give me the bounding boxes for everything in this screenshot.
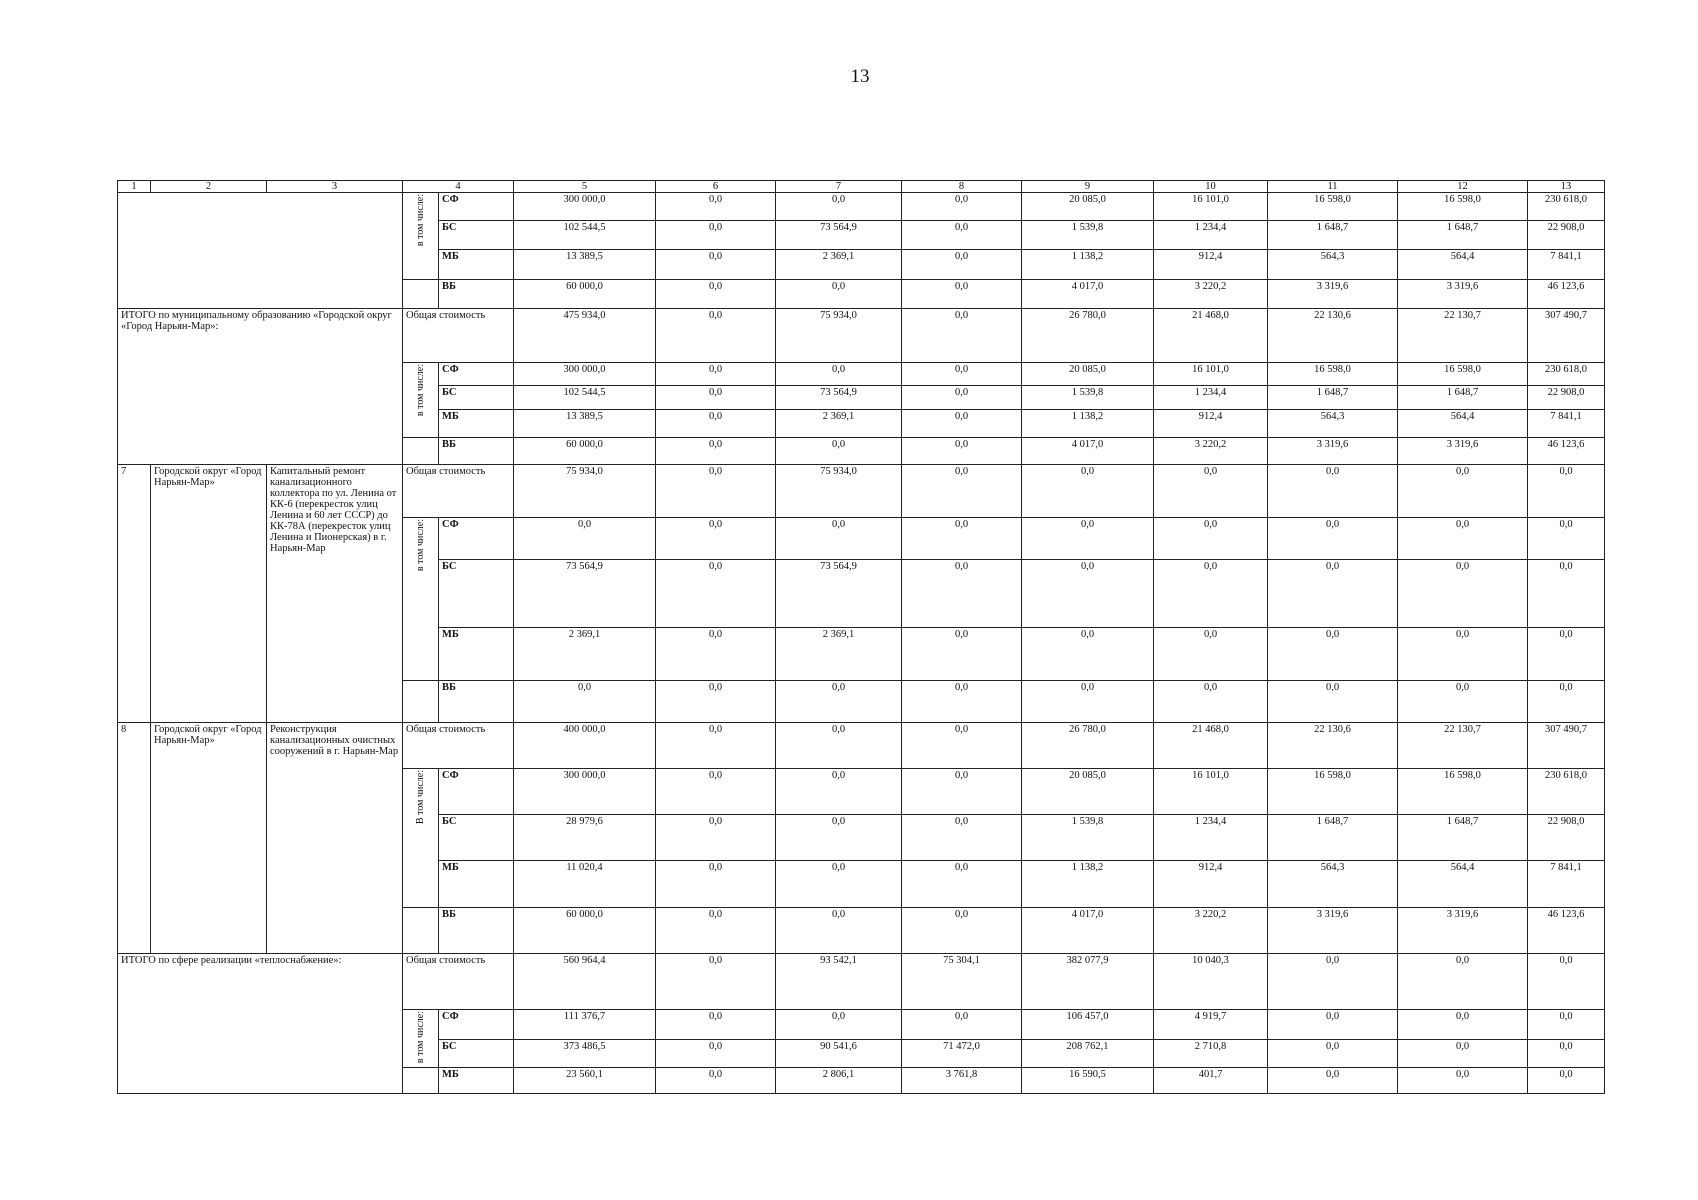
value-cell: 0,0 xyxy=(902,723,1022,769)
including-label: в том числе: xyxy=(415,519,426,572)
value-cell: 0,0 xyxy=(1154,560,1268,628)
value-cell: 13 389,5 xyxy=(514,250,656,280)
value-cell: 401,7 xyxy=(1154,1068,1268,1094)
funding-code: ВБ xyxy=(439,438,514,465)
value-cell: 16 598,0 xyxy=(1268,769,1398,815)
value-cell: 20 085,0 xyxy=(1022,363,1154,386)
value-cell: 373 486,5 xyxy=(514,1039,656,1068)
value-cell: 1 138,2 xyxy=(1022,861,1154,908)
value-cell: 13 389,5 xyxy=(514,410,656,438)
total-row xyxy=(118,309,1605,363)
empty-cell xyxy=(403,1068,439,1094)
empty-cell xyxy=(403,438,439,465)
value-cell: 0,0 xyxy=(1022,681,1154,723)
value-cell: 0,0 xyxy=(1154,465,1268,518)
value-cell: 0,0 xyxy=(656,954,776,1010)
value-cell: 564,3 xyxy=(1268,250,1398,280)
value-cell: 564,4 xyxy=(1398,410,1528,438)
including-label-cell xyxy=(403,193,439,280)
value-cell: 0,0 xyxy=(1022,628,1154,681)
value-cell: 0,0 xyxy=(902,438,1022,465)
value-cell: 71 472,0 xyxy=(902,1039,1022,1068)
value-cell: 0,0 xyxy=(1398,560,1528,628)
value-cell: 0,0 xyxy=(776,723,902,769)
value-cell: 230 618,0 xyxy=(1528,193,1605,221)
item-organization: Городской округ «Город Нарьян-Мар» xyxy=(151,723,267,954)
value-cell: 0,0 xyxy=(776,908,902,954)
including-label-cell xyxy=(403,769,439,908)
value-cell: 102 544,5 xyxy=(514,221,656,250)
value-cell: 230 618,0 xyxy=(1528,769,1605,815)
value-cell: 3 319,6 xyxy=(1268,438,1398,465)
funding-code: МБ xyxy=(439,250,514,280)
item-number: 7 xyxy=(118,465,151,723)
value-cell: 22 908,0 xyxy=(1528,221,1605,250)
value-cell: 22 130,7 xyxy=(1398,723,1528,769)
funding-code: БС xyxy=(439,386,514,410)
value-cell: 11 020,4 xyxy=(514,861,656,908)
value-cell: 0,0 xyxy=(1268,518,1398,560)
value-cell: 307 490,7 xyxy=(1528,723,1605,769)
value-cell: 20 085,0 xyxy=(1022,769,1154,815)
value-cell: 90 541,6 xyxy=(776,1039,902,1068)
value-cell: 16 598,0 xyxy=(1268,193,1398,221)
value-cell: 16 101,0 xyxy=(1154,193,1268,221)
value-cell: 75 934,0 xyxy=(776,309,902,363)
funding-code: БС xyxy=(439,815,514,861)
value-cell: 102 544,5 xyxy=(514,386,656,410)
value-cell: 0,0 xyxy=(656,193,776,221)
including-label-cell xyxy=(403,1010,439,1068)
value-cell: 2 369,1 xyxy=(514,628,656,681)
value-cell: 1 539,8 xyxy=(1022,815,1154,861)
value-cell: 73 564,9 xyxy=(776,386,902,410)
value-cell: 0,0 xyxy=(1022,465,1154,518)
value-cell: 0,0 xyxy=(656,1068,776,1094)
including-label: В том числе: xyxy=(415,770,426,825)
value-cell: 1 138,2 xyxy=(1022,410,1154,438)
column-header: 11 xyxy=(1268,181,1398,193)
value-cell: 0,0 xyxy=(656,410,776,438)
item-number: 8 xyxy=(118,723,151,954)
value-cell: 564,4 xyxy=(1398,861,1528,908)
column-header: 10 xyxy=(1154,181,1268,193)
value-cell: 230 618,0 xyxy=(1528,363,1605,386)
value-cell: 564,3 xyxy=(1268,861,1398,908)
block-heat-total xyxy=(118,954,1605,1094)
value-cell: 0,0 xyxy=(902,309,1022,363)
value-cell: 3 220,2 xyxy=(1154,908,1268,954)
value-cell: 3 220,2 xyxy=(1154,280,1268,309)
value-cell: 0,0 xyxy=(776,518,902,560)
value-cell: 564,3 xyxy=(1268,410,1398,438)
total-cost-label: Общая стоимость xyxy=(403,465,514,518)
value-cell: 0,0 xyxy=(902,193,1022,221)
value-cell: 1 234,4 xyxy=(1154,815,1268,861)
value-cell: 20 085,0 xyxy=(1022,193,1154,221)
funding-code: ВБ xyxy=(439,681,514,723)
budget-table xyxy=(117,180,1605,1094)
value-cell: 0,0 xyxy=(902,465,1022,518)
value-cell: 300 000,0 xyxy=(514,769,656,815)
value-cell: 0,0 xyxy=(776,769,902,815)
value-cell: 7 841,1 xyxy=(1528,861,1605,908)
including-label: в том числе: xyxy=(415,1011,426,1064)
value-cell: 0,0 xyxy=(1268,465,1398,518)
value-cell: 0,0 xyxy=(1154,628,1268,681)
funding-code: СФ xyxy=(439,193,514,221)
value-cell: 0,0 xyxy=(1268,954,1398,1010)
column-header: 1 xyxy=(118,181,151,193)
value-cell: 60 000,0 xyxy=(514,280,656,309)
value-cell: 1 648,7 xyxy=(1268,386,1398,410)
value-cell: 0,0 xyxy=(656,908,776,954)
value-cell: 564,4 xyxy=(1398,250,1528,280)
value-cell: 75 934,0 xyxy=(776,465,902,518)
value-cell: 0,0 xyxy=(1398,1010,1528,1040)
value-cell: 2 710,8 xyxy=(1154,1039,1268,1068)
value-cell: 46 123,6 xyxy=(1528,438,1605,465)
column-header: 6 xyxy=(656,181,776,193)
value-cell: 3 761,8 xyxy=(902,1068,1022,1094)
value-cell: 16 590,5 xyxy=(1022,1068,1154,1094)
column-header: 5 xyxy=(514,181,656,193)
value-cell: 0,0 xyxy=(1268,628,1398,681)
value-cell: 0,0 xyxy=(1528,628,1605,681)
value-cell: 1 234,4 xyxy=(1154,221,1268,250)
value-cell: 912,4 xyxy=(1154,861,1268,908)
value-cell: 0,0 xyxy=(656,250,776,280)
value-cell: 3 319,6 xyxy=(1398,908,1528,954)
value-cell: 16 598,0 xyxy=(1268,363,1398,386)
value-cell: 2 369,1 xyxy=(776,628,902,681)
value-cell: 0,0 xyxy=(656,681,776,723)
value-cell: 73 564,9 xyxy=(776,560,902,628)
value-cell: 0,0 xyxy=(902,410,1022,438)
value-cell: 16 598,0 xyxy=(1398,193,1528,221)
value-cell: 0,0 xyxy=(656,1010,776,1040)
value-cell: 0,0 xyxy=(656,280,776,309)
item-name: Реконструкция канализационных очистных сооружений в г. Нарьян-Мар xyxy=(267,723,403,954)
value-cell: 1 648,7 xyxy=(1398,386,1528,410)
value-cell: 7 841,1 xyxy=(1528,250,1605,280)
value-cell: 0,0 xyxy=(1022,518,1154,560)
value-cell: 16 598,0 xyxy=(1398,363,1528,386)
value-cell: 400 000,0 xyxy=(514,723,656,769)
value-cell: 0,0 xyxy=(902,1010,1022,1040)
including-label: в том числе: xyxy=(415,194,426,247)
value-cell: 2 369,1 xyxy=(776,250,902,280)
column-header: 2 xyxy=(151,181,267,193)
value-cell: 560 964,4 xyxy=(514,954,656,1010)
value-cell: 0,0 xyxy=(1398,628,1528,681)
value-cell: 75 304,1 xyxy=(902,954,1022,1010)
value-cell: 73 564,9 xyxy=(514,560,656,628)
value-cell: 1 648,7 xyxy=(1398,221,1528,250)
value-cell: 3 319,6 xyxy=(1398,438,1528,465)
value-cell: 382 077,9 xyxy=(1022,954,1154,1010)
funding-code: МБ xyxy=(439,861,514,908)
summary-label: ИТОГО по муниципальному образованию «Городской округ «Город Нарьян-Мар»: xyxy=(118,309,403,465)
value-cell: 21 468,0 xyxy=(1154,309,1268,363)
value-cell: 0,0 xyxy=(1154,518,1268,560)
value-cell: 0,0 xyxy=(776,861,902,908)
total-cost-label: Общая стоимость xyxy=(403,309,514,363)
empty-cell xyxy=(403,681,439,723)
value-cell: 22 130,6 xyxy=(1268,309,1398,363)
value-cell: 0,0 xyxy=(656,386,776,410)
value-cell: 4 017,0 xyxy=(1022,438,1154,465)
value-cell: 0,0 xyxy=(656,438,776,465)
block-mo-total xyxy=(118,309,1605,465)
summary-label: ИТОГО по сфере реализации «теплоснабжение»: xyxy=(118,954,403,1094)
value-cell: 0,0 xyxy=(656,221,776,250)
funding-code: СФ xyxy=(439,1010,514,1040)
value-cell: 0,0 xyxy=(1528,681,1605,723)
column-header: 12 xyxy=(1398,181,1528,193)
value-cell: 23 560,1 xyxy=(514,1068,656,1094)
value-cell: 0,0 xyxy=(656,465,776,518)
value-cell: 0,0 xyxy=(656,815,776,861)
value-cell: 10 040,3 xyxy=(1154,954,1268,1010)
value-cell: 0,0 xyxy=(1528,1010,1605,1040)
value-cell: 21 468,0 xyxy=(1154,723,1268,769)
value-cell: 0,0 xyxy=(902,861,1022,908)
value-cell: 0,0 xyxy=(776,438,902,465)
value-cell: 16 101,0 xyxy=(1154,363,1268,386)
value-cell: 1 648,7 xyxy=(1268,221,1398,250)
value-cell: 0,0 xyxy=(1398,518,1528,560)
value-cell: 7 841,1 xyxy=(1528,410,1605,438)
value-cell: 0,0 xyxy=(776,681,902,723)
empty-cell xyxy=(403,908,439,954)
column-header: 13 xyxy=(1528,181,1605,193)
including-label-cell xyxy=(403,363,439,438)
value-cell: 22 130,7 xyxy=(1398,309,1528,363)
value-cell: 0,0 xyxy=(1528,518,1605,560)
total-row xyxy=(118,723,1605,769)
value-cell: 93 542,1 xyxy=(776,954,902,1010)
value-cell: 912,4 xyxy=(1154,410,1268,438)
value-cell: 0,0 xyxy=(776,815,902,861)
value-cell: 0,0 xyxy=(1398,954,1528,1010)
value-cell: 1 234,4 xyxy=(1154,386,1268,410)
funding-code: МБ xyxy=(439,1068,514,1094)
block-cont xyxy=(118,193,1605,309)
value-cell: 0,0 xyxy=(1268,1068,1398,1094)
funding-code: БС xyxy=(439,560,514,628)
source-row xyxy=(118,193,1605,221)
column-number-row xyxy=(118,181,1605,193)
value-cell: 0,0 xyxy=(776,193,902,221)
value-cell: 0,0 xyxy=(1154,681,1268,723)
value-cell: 0,0 xyxy=(656,769,776,815)
value-cell: 0,0 xyxy=(902,628,1022,681)
value-cell: 75 934,0 xyxy=(514,465,656,518)
value-cell: 0,0 xyxy=(656,363,776,386)
value-cell: 0,0 xyxy=(1528,560,1605,628)
column-header: 3 xyxy=(267,181,403,193)
total-cost-label: Общая стоимость xyxy=(403,954,514,1010)
value-cell: 0,0 xyxy=(902,769,1022,815)
value-cell: 0,0 xyxy=(902,518,1022,560)
value-cell: 22 908,0 xyxy=(1528,386,1605,410)
value-cell: 475 934,0 xyxy=(514,309,656,363)
value-cell: 0,0 xyxy=(902,280,1022,309)
value-cell: 0,0 xyxy=(514,681,656,723)
total-row xyxy=(118,465,1605,518)
value-cell: 0,0 xyxy=(902,250,1022,280)
value-cell: 0,0 xyxy=(656,1039,776,1068)
including-label: в том числе: xyxy=(415,364,426,417)
total-cost-label: Общая стоимость xyxy=(403,723,514,769)
value-cell: 0,0 xyxy=(902,386,1022,410)
value-cell: 26 780,0 xyxy=(1022,309,1154,363)
value-cell: 1 648,7 xyxy=(1398,815,1528,861)
item-organization: Городской округ «Город Нарьян-Мар» xyxy=(151,465,267,723)
value-cell: 0,0 xyxy=(1268,681,1398,723)
value-cell: 0,0 xyxy=(1022,560,1154,628)
value-cell: 1 138,2 xyxy=(1022,250,1154,280)
value-cell: 300 000,0 xyxy=(514,363,656,386)
value-cell: 0,0 xyxy=(1398,1039,1528,1068)
value-cell: 0,0 xyxy=(514,518,656,560)
value-cell: 111 376,7 xyxy=(514,1010,656,1040)
value-cell: 106 457,0 xyxy=(1022,1010,1154,1040)
funding-code: ВБ xyxy=(439,280,514,309)
value-cell: 1 539,8 xyxy=(1022,386,1154,410)
value-cell: 0,0 xyxy=(656,518,776,560)
funding-code: СФ xyxy=(439,363,514,386)
value-cell: 1 539,8 xyxy=(1022,221,1154,250)
value-cell: 28 979,6 xyxy=(514,815,656,861)
value-cell: 0,0 xyxy=(1528,1068,1605,1094)
funding-code: БС xyxy=(439,221,514,250)
value-cell: 0,0 xyxy=(1528,954,1605,1010)
value-cell: 0,0 xyxy=(1528,465,1605,518)
value-cell: 3 319,6 xyxy=(1398,280,1528,309)
value-cell: 2 806,1 xyxy=(776,1068,902,1094)
funding-code: ВБ xyxy=(439,908,514,954)
value-cell: 4 017,0 xyxy=(1022,908,1154,954)
value-cell: 0,0 xyxy=(776,363,902,386)
value-cell: 0,0 xyxy=(1268,1039,1398,1068)
column-header: 8 xyxy=(902,181,1022,193)
page-number: 13 xyxy=(850,66,870,87)
value-cell: 60 000,0 xyxy=(514,438,656,465)
value-cell: 0,0 xyxy=(1268,560,1398,628)
value-cell: 60 000,0 xyxy=(514,908,656,954)
value-cell: 0,0 xyxy=(656,723,776,769)
value-cell: 16 598,0 xyxy=(1398,769,1528,815)
value-cell: 0,0 xyxy=(776,280,902,309)
value-cell: 0,0 xyxy=(1528,1039,1605,1068)
value-cell: 0,0 xyxy=(1268,1010,1398,1040)
funding-code: МБ xyxy=(439,410,514,438)
value-cell: 0,0 xyxy=(656,560,776,628)
value-cell: 4 919,7 xyxy=(1154,1010,1268,1040)
block-item7 xyxy=(118,465,1605,723)
value-cell: 0,0 xyxy=(902,221,1022,250)
value-cell: 0,0 xyxy=(902,363,1022,386)
including-label-cell xyxy=(403,518,439,681)
blank-cell xyxy=(118,193,403,309)
value-cell: 2 369,1 xyxy=(776,410,902,438)
value-cell: 208 762,1 xyxy=(1022,1039,1154,1068)
value-cell: 0,0 xyxy=(902,681,1022,723)
empty-cell xyxy=(403,280,439,309)
value-cell: 0,0 xyxy=(776,1010,902,1040)
value-cell: 16 101,0 xyxy=(1154,769,1268,815)
value-cell: 73 564,9 xyxy=(776,221,902,250)
value-cell: 0,0 xyxy=(1398,1068,1528,1094)
value-cell: 46 123,6 xyxy=(1528,280,1605,309)
block-item8 xyxy=(118,723,1605,954)
column-header: 9 xyxy=(1022,181,1154,193)
value-cell: 1 648,7 xyxy=(1268,815,1398,861)
value-cell: 0,0 xyxy=(656,861,776,908)
value-cell: 3 220,2 xyxy=(1154,438,1268,465)
value-cell: 22 908,0 xyxy=(1528,815,1605,861)
value-cell: 4 017,0 xyxy=(1022,280,1154,309)
total-row xyxy=(118,954,1605,1010)
value-cell: 307 490,7 xyxy=(1528,309,1605,363)
value-cell: 22 130,6 xyxy=(1268,723,1398,769)
funding-code: МБ xyxy=(439,628,514,681)
value-cell: 0,0 xyxy=(656,628,776,681)
value-cell: 26 780,0 xyxy=(1022,723,1154,769)
value-cell: 0,0 xyxy=(1398,681,1528,723)
funding-code: СФ xyxy=(439,769,514,815)
column-header: 7 xyxy=(776,181,902,193)
column-header: 4 xyxy=(403,181,514,193)
value-cell: 300 000,0 xyxy=(514,193,656,221)
value-cell: 3 319,6 xyxy=(1268,908,1398,954)
value-cell: 912,4 xyxy=(1154,250,1268,280)
item-name: Капитальный ремонт канализационного коллектора по ул. Ленина от КК-6 (перекресток улиц Ленина и 60 лет СССР) до КК-78А (перекресток улиц Ленина и Пионерская) в г. Нарьян-Мар xyxy=(267,465,403,723)
value-cell: 0,0 xyxy=(902,560,1022,628)
value-cell: 46 123,6 xyxy=(1528,908,1605,954)
funding-code: БС xyxy=(439,1039,514,1068)
value-cell: 0,0 xyxy=(902,815,1022,861)
value-cell: 0,0 xyxy=(656,309,776,363)
funding-code: СФ xyxy=(439,518,514,560)
value-cell: 3 319,6 xyxy=(1268,280,1398,309)
value-cell: 0,0 xyxy=(1398,465,1528,518)
value-cell: 0,0 xyxy=(902,908,1022,954)
